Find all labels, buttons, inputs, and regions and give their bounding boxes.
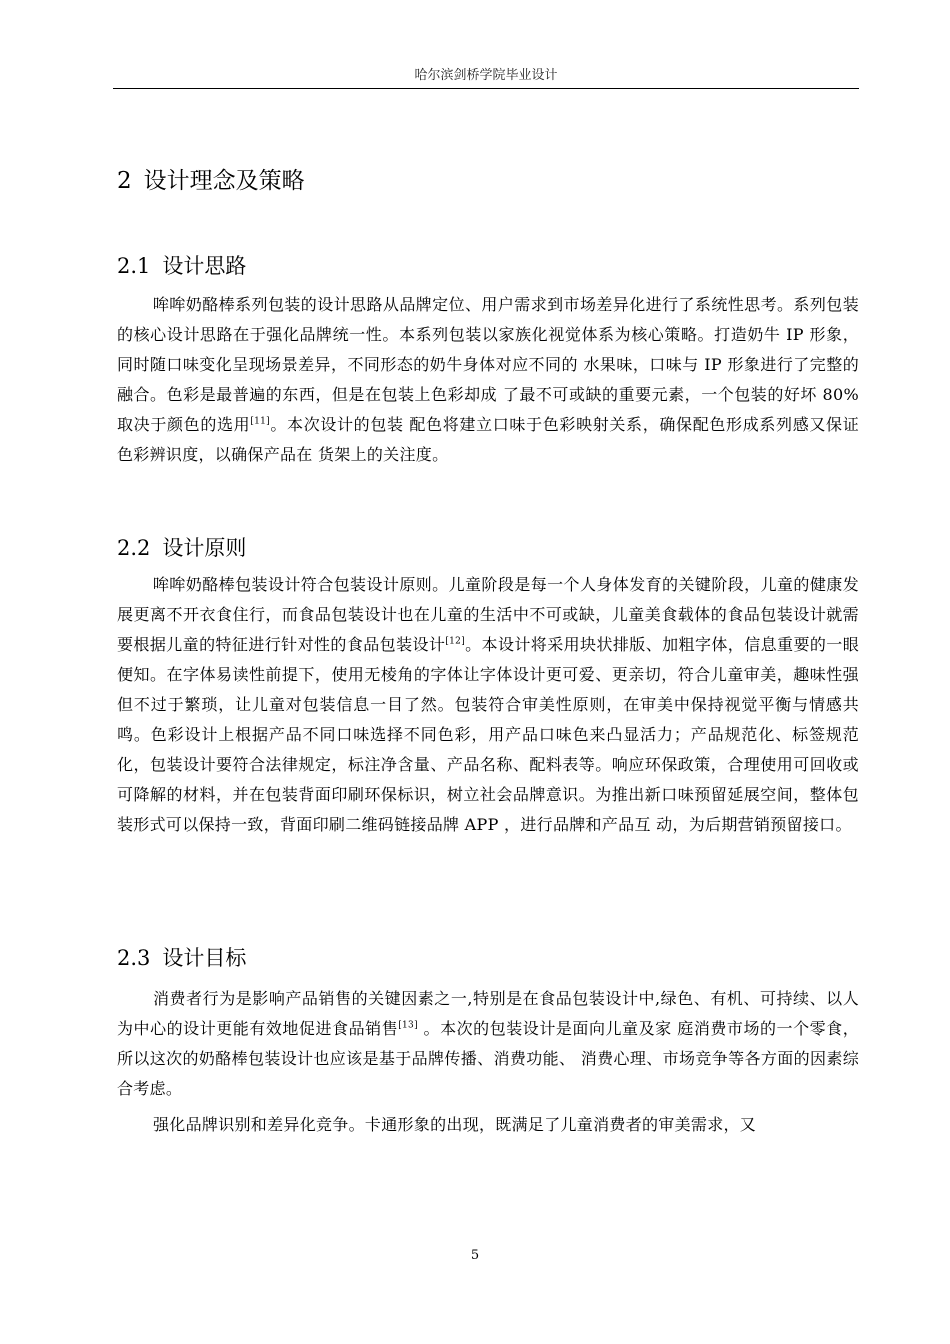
section-heading-2-1 (117, 250, 246, 280)
paragraph (117, 290, 859, 470)
paragraph-text: 哞哞奶酪棒包装设计符合包装设计原则。儿童阶段是每一个人身体发育的关键阶段，儿童的健康发展更离不开衣食住行，而食品包装设计也在儿童的生活中不可或缺，儿童美食载体的食品包装设计就需要根据儿童的特征进行针对性的食品包装设计 (117, 575, 859, 654)
section-number: 2.3 (117, 946, 151, 970)
paragraph-text: 。本设计将采用块状排版、加粗字体，信息重要的一眼便知。在字体易读性前提下，使用无棱角的字体让字体设计更可爱、更亲切，符合儿童审美，趣味性强但不过于繁琐，让儿童对包装信息一目了然。包装符合审美性原则，在审美中保持视觉平衡与情感共鸣。色彩设计上根据产品不同口味选择不同色彩，用产品口味色来凸显活力；产品规范化、标签规范化，包装设计要符合法律规定，标注净含量、产品名称、配料表等。响应环保政策，合理使用可回收或可降解的材料，并在包装背面印刷环保标识，树立社会品牌意识。为推出新口味预留延展空间，整体包装形式可以保持一致，背面印刷二维码链接品牌 APP ，进行品牌和产品互 动，为后期营销预留接口。 (117, 635, 859, 834)
running-header: 哈尔滨剑桥学院毕业设计 (414, 68, 558, 83)
section-heading-2-3 (117, 942, 246, 972)
chapter-title: 设计理念及策略 (143, 168, 305, 194)
chapter-heading (117, 162, 305, 195)
paragraph-text: 哞哞奶酪棒系列包装的设计思路从品牌定位、用户需求到市场差异化进行了系统性思考。系列包装的核心设计思路在于强化品牌统一性。本系列包装以家族化视觉体系为核心策略。打造奶牛 IP 形象，同时随口味变化呈现场景差异，不同形态的奶牛身体对应不同的 水果味，口味与 IP 形象进行了完整的融合。色彩是最普遍的东西，但是在包装上色彩却成 了最不可或缺的重要元素，一个包装的好坏 80% 取决于颜色的选用 (117, 295, 859, 434)
paragraph-text: 。本次的包装设计是面向儿童及家 庭消费市场的一个零食，所以这次的奶酪棒包装设计也应该是基于品牌传播、消费功能、 消费心理、市场竞争等各方面的因素综合考虑。 (117, 1019, 859, 1098)
section-number: 2.2 (117, 536, 151, 560)
section-title: 设计目标 (162, 946, 247, 970)
citation-ref: [12] (445, 636, 466, 647)
page-number: 5 (470, 1248, 480, 1263)
header-divider (113, 88, 859, 89)
paragraph-text: 消费者行为是影响产品销售的关键因素之一,特别是在食品包装设计中,绿色、有机、可持续、以人为中心的设计更能有效地促进食品销售 (117, 989, 859, 1038)
section-title: 设计原则 (162, 536, 247, 560)
citation-ref: [13] (398, 1020, 418, 1031)
section-number: 2.1 (117, 254, 151, 278)
section-title: 设计思路 (162, 254, 247, 278)
paragraph (117, 984, 859, 1104)
paragraph-text: 强化品牌识别和差异化竞争。卡通形象的出现，既满足了儿童消费者的审美需求，又 (153, 1115, 757, 1134)
chapter-number: 2 (117, 168, 132, 194)
citation-ref: [11] (250, 416, 270, 427)
paragraph-text: 。本次设计的包装 配色将建立口味于色彩映射关系，确保配色形成系列感又保证色彩辨识度，以确保产品在 货架上的关注度。 (117, 415, 859, 464)
paragraph (117, 1110, 859, 1140)
paragraph (117, 570, 859, 840)
section-heading-2-2 (117, 532, 246, 562)
